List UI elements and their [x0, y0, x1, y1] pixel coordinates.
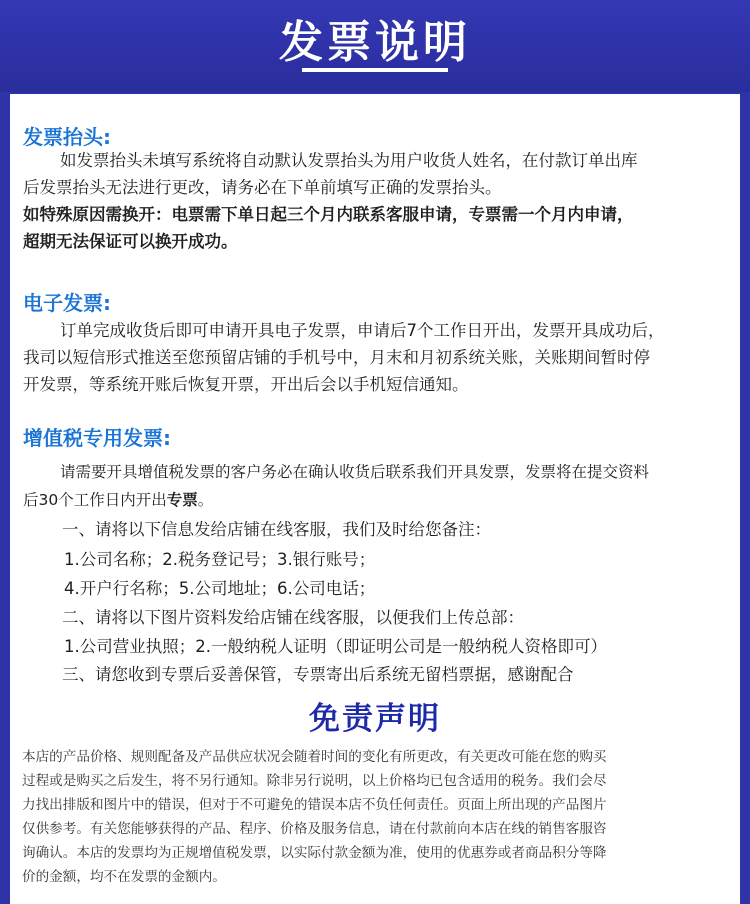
disclaimer-line4: 仅供参考。有关您能够获得的产品、程序、价格及服务信息，请在付款前向本店在线的销售客服咨 — [22, 821, 607, 837]
invoice-head-line2: 后发票抬头无法进行更改，请务必在下单前填写正确的发票抬头。 — [23, 178, 502, 197]
invoice-head-line3: 如特殊原因需换开：电票需下单日起三个月内联系客服申请，专票需一个月内申请， — [23, 205, 634, 224]
vat-step1-items-a: 1.公司名称；2.税务登记号；3.银行账号； — [64, 550, 376, 569]
header-banner — [0, 0, 750, 92]
section-title-vat: 增值税专用发票: — [23, 426, 171, 450]
disclaimer-line6: 价的金额，均不在发票的金额内。 — [22, 869, 226, 885]
disclaimer-line3: 力找出排版和图片中的错误，但对于不可避免的错误本店不负任何责任。页面上所出现的产品图片 — [22, 797, 607, 813]
special-invoice-emphasis: 专票 — [166, 491, 198, 509]
vat-step2-items: 1.公司营业执照；2.一般纳税人证明（即证明公司是一般纳税人资格即可） — [64, 637, 607, 656]
section-title-electronic: 电子发票: — [23, 291, 111, 315]
section-title-invoice-head: 发票抬头: — [23, 125, 111, 149]
vat-line1: 请需要开具增值税发票的客户务必在确认收货后联系我们开具发票，发票将在提交资料 — [60, 463, 650, 481]
vat-line2-end: 。 — [197, 491, 214, 509]
disclaimer-line5: 询确认。本店的发票均为正规增值税发票，以实际付款金额为准，使用的优惠券或者商品积分等降 — [22, 845, 607, 861]
disclaimer-line2: 过程或是购买之后发生，将不另行通知。除非另行说明，以上价格均已包含适用的税务。我们会尽 — [22, 773, 607, 789]
vat-step3: 三、请您收到专票后妥善保管，专票寄出后系统无留档票据，感谢配合 — [62, 665, 574, 684]
vat-step2: 二、请将以下图片资料发给店铺在线客服，以便我们上传总部： — [62, 608, 524, 627]
invoice-head-line4: 超期无法保证可以换开成功。 — [23, 232, 238, 251]
disclaimer-title: 免责声明 — [309, 701, 441, 737]
vat-step1-items-b: 4.开户行名称；5.公司地址；6.公司电话； — [64, 579, 376, 598]
vat-line2 — [23, 487, 213, 514]
vat-line2-text: 后30个工作日内开出 — [23, 491, 167, 509]
disclaimer-line1: 本店的产品价格、规则配备及产品供应状况会随着时间的变化有所更改，有关更改可能在您的购买 — [22, 749, 607, 765]
electronic-line2: 我司以短信形式推送至您预留店铺的手机号中，月末和月初系统关账，关账期间暂时停 — [23, 348, 650, 367]
invoice-head-line1: 如发票抬头未填写系统将自动默认发票抬头为用户收货人姓名，在付款订单出库 — [60, 151, 638, 170]
electronic-line3: 开发票，等系统开账后恢复开票，开出后会以手机短信通知。 — [23, 375, 469, 394]
title-underline — [302, 68, 448, 72]
page-title: 发票说明 — [279, 17, 471, 68]
content-panel — [10, 94, 740, 904]
vat-step1: 一、请将以下信息发给店铺在线客服，我们及时给您备注： — [62, 520, 491, 539]
electronic-line1: 订单完成收货后即可申请开具电子发票，申请后7个工作日开出，发票开具成功后， — [60, 321, 665, 340]
